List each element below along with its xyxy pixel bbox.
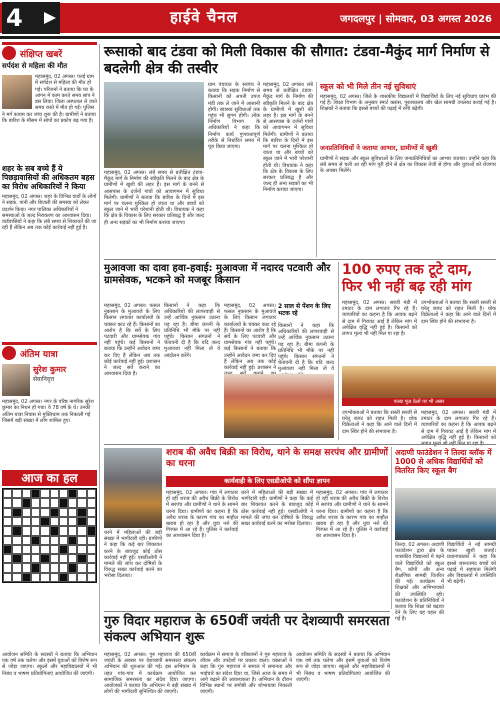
crossword-cell [22,545,31,554]
crossword-cell [68,536,77,545]
crossword-cell [59,498,68,507]
crossword-cell [12,573,21,582]
crossword-cell [31,545,40,554]
crossword-cell [3,526,12,535]
page-number-badge [2,2,60,34]
bottom-body-col1: महासमुंद, 02 अगस्त। गुरु महाराज की 650वीं जयंती के अवसर पर देशव्यापी समरसता संकल्प अभियान की शुरुआत की गई। इस अभियान के तहत गांव-गांव में कार्यक्रम आयोजित कर सामाजिक समरसता का संदेश दिया जाएगा। आयोजकों ने बताया कि अभियान में बड़ी संख्या में लोगों की भागीदारी सुनिश्चित की जाएगी। [104,652,196,696]
protest-body-col1: महासमुंद, 02 अगस्त। गांव में लगातार हो रही शराब की अवैध बिक्री के विरोध में सरपंच और ग्रामीणों ने थाने के सामने धरना दिया। ग्रामीणों का कहना है कि अवैध शराब के कारण गांव का माहौल खराब हो रहा है और युवा नशे की गिरफ्त में आ रहे हैं। पुलिस ने कार्रवाई का आश्वासन दिया है। [166,490,238,540]
crossword-grid [2,488,97,583]
kits-headline: अदाणी फाउंडेशन ने तिल्दा ब्लॉक में 1000 से अधिक विद्यार्थियों को वितरित किए स्कूल बैग [395,448,492,476]
crossword-cell [68,563,77,572]
brand-title: हाईवे चैनल [170,8,238,26]
compensation-body-col4: किसानों ने कहा कि अधिकारियों की लापरवाही से उन्हें आर्थिक नुकसान उठाना पड़ रहा है। बीमा कंपनी के प्रतिनिधि भी मौके पर नहीं पहुंचे। किसान संगठनों ने चेतावनी दी है कि यदि जल्द मुआवजा नहीं मिला तो वे [278,323,334,373]
kits-photo [395,488,496,540]
compensation-body-col3: महासमुंद, 02 अगस्त। फसल नुकसान के मुआवजे के लिए किसान लगातार कार्यालयों के चक्कर काट रहे हैं। किसानों का आरोप है कि सर्वे के लिए पटवारी और ग्रामसेवक गांव नहीं पहुंचे। कई किसानों ने बताया कि उन्होंने आवेदन जमा कर दिए हैं लेकिन अब तक कोई कार्रवाई नहीं हुई। प्रशासन ने [224,303,276,372]
protest-body-col2: धरने में महिलाओं की बड़ी संख्या में भागीदारी रही। ग्रामीणों ने कहा कि कई बार शिकायत करने के बावजूद कोई ठोस कार्रवाई नहीं हुई। एसडीओपी ने मामले की जांच कर दोषियों के विरुद्ध सख्त कार्रवाई करने का भरोसा दिलाया। [241,490,313,528]
crossword-cell [87,508,96,517]
crossword-cell [77,545,86,554]
crossword-cell [59,517,68,526]
crossword-cell [68,554,77,563]
bottom-headline: गुरु विदार महाराज के 650वीं जयंती पर देशव्यापी समरसता संकल्प अभियान शुरू [104,614,390,645]
tribute-name: सुरेश कुमार [33,365,67,374]
crossword-cell [40,489,49,498]
compensation-subheadline: 2 साल से पेंशन के लिए भटक रहे [278,303,331,317]
brief-news-subtitle: सर्पदंश से महिला की मौत [2,62,68,70]
crossword-cell [3,508,12,517]
crossword-cell [3,536,12,545]
section-rule-3 [104,611,390,612]
section-rule-2 [104,444,496,445]
crossword-cell [3,517,12,526]
crossword-cell [87,517,96,526]
crossword-cell [3,563,12,572]
brief-news-title: संक्षिप्त खबरें [20,49,63,60]
kits-body-col2: विद्यार्थियों ने नई सामग्री पाकर खुशी जताई। प्रधानपाठकों ने कहा कि इससे जरूरतमंद बच्चों को पढ़ाई में सहायता मिलेगी और विद्यालयों में उपस्थिति भी बढ़ेगी। [447,542,496,586]
lead-headline: रूसाको बाद टंडवा को मिली विकास की सौगात: टंडवा-मैकुंद मार्ग निर्माण से बदलेगी क्षेत्र की तस्वीर [104,44,490,77]
bullet-icon [2,46,16,60]
crossword-cell [31,554,40,563]
crossword-cell [22,526,31,535]
tribute-header [2,345,97,361]
crossword-cell [31,526,40,535]
crossword-cell [68,573,77,582]
section-rule-1 [104,259,496,260]
crossword-cell [77,489,86,498]
crossword-cell [12,526,21,535]
crossword-cell [40,573,49,582]
compensation-photo [224,374,334,438]
tribute-photo [2,364,30,396]
crossword-cell [50,545,59,554]
sidebar-divider [99,44,100,644]
crossword-cell [59,573,68,582]
crossword-cell [50,489,59,498]
crossword-cell [12,489,21,498]
page-number: 4 [6,4,23,32]
left-sidebar [2,42,97,646]
crossword-cell [68,526,77,535]
brief-news-box [2,42,97,337]
crossword-cell [59,526,68,535]
arrow-icon [44,12,56,24]
crossword-cell [12,554,21,563]
crossword-cell [31,498,40,507]
compensation-headline: मुआवजा का दावा हवा-हवाई: मुआवजा में नदारद पटवारी और ग्रामसेवक, भटकने को मजबूर किसान [104,263,331,286]
brief-news-headline-2: शहर के सब बच्चे हैं ये पिछड़ावासियों की अधिकतम बहस का विरोध अधिकारियों ने किया [2,164,95,191]
crossword-cell [3,573,12,582]
tomato-photo-caption: फास्ट फूड ठेलों पर भी असर [342,398,496,406]
tomato-body-col3: उपभोक्ताओं ने बताया कि सस्ती सब्जी से घरेलू बजट को राहत मिली है। थोक विक्रेताओं ने कहा कि आने वाले दिनों में दाम स्थिर होने की संभावना है। [342,410,417,435]
crossword-cell [3,554,12,563]
crossword-cell [12,508,21,517]
protest-body-col3: महासमुंद, 02 अगस्त। गांव में लगातार हो रही शराब की अवैध बिक्री के विरोध में सरपंच और ग्रामीणों ने थाने के सामने धरना दिया। ग्रामीणों का कहना है कि अवैध शराब के कारण गांव का माहौल खराब हो रहा है और युवा नशे की गिरफ्त में आ रहे हैं। पुलिस ने कार्रवाई का आश्वासन दिया है। [316,490,388,540]
crossword-cell [59,489,68,498]
tomato-headline: 100 रुपए तक टूटे दाम, फिर भी नहीं बढ़ रही मांग [342,262,473,295]
tomato-body-col1: महासमुंद, 02 अगस्त। सब्जी मंडी में टमाटर के दाम लगातार गिर रहे हैं। व्यापारियों का कहना है कि आवक बढ़ने से दाम में गिरावट आई है लेकिन मांग में अपेक्षित वृद्धि नहीं हुई है। किसानों को लागत मूल्य भी नहीं मिल पा रहा है। [342,300,417,338]
crossword-cell [77,536,86,545]
crossword-cell [87,498,96,507]
crossword-cell [31,489,40,498]
bottom-body-col0: आयोजन समिति के सदस्यों ने बताया कि अभियान एक वर्ष तक चलेगा और इसमें युवाओं को विशेष रूप से जोड़ा जाएगा। स्कूलों और महाविद्यालयों में भी निबंध व भाषण प्रतियोगिताएं आयोजित की जाएंगी। [2,652,97,677]
crossword-cell [68,498,77,507]
crossword-cell [68,508,77,517]
crossword-cell [59,545,68,554]
second-divider [338,262,339,440]
crossword-cell [40,517,49,526]
crossword-cell [50,563,59,572]
crossword-cell [77,517,86,526]
crossword-cell [12,517,21,526]
brief-news-text: महासमुंद, 02 अगस्त। पतई ग्राम में सर्पदंश से महिला की मौत हो गई। परिजनों ने बताया कि घर के आंगन में काम करते समय सांप ने डस लिया। जिला अस्पताल ले जाते समय रास्ते में मौत हो गई। पुलिस ने मर्ग कायम कर जांच शुरू की है। ग्रामीणों ने बताया कि बारिश के मौसम में सांपों का प्रकोप बढ़ गया है। [2,74,97,125]
crossword-cell [50,573,59,582]
crossword-cell [40,536,49,545]
tribute-profile [2,364,97,396]
crossword-cell [50,508,59,517]
puzzle-title: आज का हल [2,470,97,486]
crossword-cell [87,573,96,582]
crossword-cell [87,489,96,498]
crossword-cell [87,563,96,572]
crossword-cell [68,545,77,554]
crossword-cell [31,563,40,572]
crossword-cell [50,536,59,545]
bullet-icon [2,346,16,360]
crossword-cell [22,498,31,507]
compensation-body-col1: महासमुंद, 02 अगस्त। फसल नुकसान के मुआवजे के लिए किसान लगातार कार्यालयों के चक्कर काट रहे हैं। किसानों का आरोप है कि सर्वे के लिए पटवारी और ग्रामसेवक गांव नहीं पहुंचे। कई किसानों ने बताया कि उन्होंने आवेदन जमा कर दिए हैं लेकिन अब तक कोई कार्रवाई नहीं हुई। प्रशासन ने जल्द सर्वे कराने का आश्वासन दिया है। [104,303,160,378]
crossword-cell [12,545,21,554]
crossword-cell [59,563,68,572]
crossword-cell [87,554,96,563]
protest-headline: शराब की अवैध बिक्री का विरोध, थाने के समक्ष सरपंच और ग्रामीणों का धरना [166,448,388,469]
dateline: जगदलपुर | सोमवार, 03 अगस्त 2026 [340,14,492,25]
crossword-cell [40,554,49,563]
puzzle-box [2,470,97,588]
crossword-cell [87,526,96,535]
crossword-cell [22,508,31,517]
schools-headline: स्कूल को भी मिले तीन नई सुविधाएं [320,82,416,91]
lead-divider [316,82,317,257]
crossword-cell [59,508,68,517]
crossword-cell [77,498,86,507]
crossword-cell [40,508,49,517]
tribute-box [2,342,97,460]
bottom-body-col3: आयोजन समिति के सदस्यों ने बताया कि अभियान एक वर्ष तक चलेगा और इसमें युवाओं को विशेष रूप से जोड़ा जाएगा। स्कूलों और महाविद्यालयों में भी निबंध व भाषण प्रतियोगिताएं आयोजित की जाएंगी। [296,652,390,683]
crossword-cell [3,545,12,554]
crossword-cell [22,573,31,582]
crossword-cell [12,498,21,507]
crossword-cell [50,517,59,526]
crossword-cell [77,563,86,572]
tomato-body-col4: महासमुंद, 02 अगस्त। सब्जी मंडी में टमाटर के दाम लगातार गिर रहे हैं। व्यापारियों का कहना है कि आवक बढ़ने से दाम में गिरावट आई है लेकिन मांग में अपेक्षित वृद्धि नहीं हुई है। किसानों को [421,410,496,441]
protest-body-col0: धरने में महिलाओं की बड़ी संख्या में भागीदारी रही। ग्रामीणों ने कहा कि कई बार शिकायत करने के बावजूद कोई ठोस कार्रवाई नहीं हुई। एसडीओपी ने मामले की जांच कर दोषियों के विरुद्ध सख्त कार्रवाई करने का भरोसा दिलाया। [104,530,162,580]
crossword-cell [40,563,49,572]
crossword-cell [87,545,96,554]
bottom-body-col2: कार्यक्रम में समाज के वरिष्ठजनों ने गुरु महाराज के जीवन और उपदेशों पर प्रकाश डाला। वक्ताओं ने कहा कि गुरु महाराज ने समाज में समानता और भाईचारे का संदेश दिया था, जिसे आज के समय में आगे बढ़ाने की आवश्यकता है। अभियान के दौरान विभिन्न स्थानों पर संगोष्ठी और शोभायात्रा निकाली जाएगी। [200,652,292,696]
compensation-body-col2: किसानों ने कहा कि अधिकारियों की लापरवाही से उन्हें आर्थिक नुकसान उठाना पड़ रहा है। बीमा कंपनी के प्रतिनिधि भी मौके पर नहीं पहुंचे। किसान संगठनों ने चेतावनी दी है कि यदि जल्द मुआवजा नहीं मिला तो वे आंदोलन करेंगे। [164,303,220,359]
protest-photo [104,448,162,528]
crossword-cell [22,517,31,526]
crossword-cell [50,554,59,563]
masthead-rule [0,36,500,39]
protest-band: कार्यवाही के लिए एसडीओपी को सौंपा ज्ञापन [166,476,388,487]
tribute-role: सेवानिवृत्त [33,376,55,383]
crossword-cell [77,526,86,535]
brief-news-body [2,74,97,160]
crossword-cell [12,536,21,545]
crossword-cell [68,489,77,498]
lead-body-col3: महासमुंद, 02 अगस्त। लंबे समय से प्रतीक्षित टंडवा-मैकुंद मार्ग के निर्माण की स्वीकृति मिलने के बाद क्षेत्र के ग्रामीणों में खुशी की लहर है। इस मार्ग के बनने से आसपास के दर्जनों गांवों को आवागमन में सुविधा मिलेगी। ग्रामीणों ने बताया कि बारिश के दिनों में इस मार्ग पर चलना मुश्किल हो जाता था और बच्चों को स्कूल जाने में भारी परेशानी होती थी। विधायक ने कहा कि क्षेत्र के विकास के लिए सरकार प्रतिबद्ध है और जल्द ही अन्य सड़कों का भी निर्माण कराया जाएगा। [263,82,313,194]
crossword-cell [77,554,86,563]
schools-body: महासमुंद, 02 अगस्त। जिले के शासकीय विद्यालयों में विद्यार्थियों के लिए नई सुविधाएं प्रारंभ की गई हैं। शिक्षा विभाग के अनुसार स्मार्ट क्लास, पुस्तकालय और खेल सामग्री उपलब्ध कराई गई है। शिक्षकों ने बताया कि इससे बच्चों की पढ़ाई में रुचि बढ़ेगी। [320,94,496,113]
crossword-cell [22,489,31,498]
kits-body-col1: तिल्दा, 02 अगस्त। अदाणी फाउंडेशन द्वारा क्षेत्र के शासकीय विद्यालयों में पढ़ने वाले विद्यार्थियों को स्कूल बैग, कॉपी और अन्य शैक्षणिक सामग्री वितरित की गई। कार्यक्रम में शिक्षकों और अभिभावकों की उपस्थिति रही। फाउंडेशन के प्रतिनिधियों ने बताया कि शिक्षा को बढ़ावा देने के लिए यह पहल की गई है। [395,542,444,623]
masthead [0,0,500,42]
crossword-cell [77,573,86,582]
brief-news-photo [2,75,32,109]
schools-subheadline: जनप्रतिनिधियों ने जताया आभार, ग्रामीणों में खुशी [320,144,438,152]
crossword-cell [87,536,96,545]
crossword-cell [31,573,40,582]
crossword-cell [12,563,21,572]
crossword-cell [40,526,49,535]
tomato-body-col2: उपभोक्ताओं ने बताया कि सस्ती सब्जी से घरेलू बजट को राहत मिली है। थोक विक्रेताओं ने कहा कि आने वाले दिनों में दाम स्थिर होने की संभावना है। [421,300,496,325]
brief-news-header [2,45,97,61]
crossword-cell [3,498,12,507]
brief-news-body-2: महासमुंद, 02 अगस्त। शहर के विभिन्न वार्डों के लोगों ने सड़क, पानी और बिजली की समस्या को लेकर प्रदर्शन किया। नगर पालिका अधिकारियों ने समस्याओं के जल्द निराकरण का आश्वासन दिया। वार्डवासियों ने कहा कि लंबे समय से शिकायतें की जा रही हैं लेकिन अब तक कोई कार्रवाई नहीं हुई है। [2,194,97,232]
crossword-cell [22,536,31,545]
crossword-cell [40,498,49,507]
crossword-cell [59,536,68,545]
lead-body-col2: ग्राम पंचायत के सरपंच ने बताया कि सड़क निर्माण से किसानों को अपनी उपज मंडी तक ले जाने में आसानी होगी। स्वास्थ्य सुविधाओं तक पहुंच भी सुगम होगी। लोक निर्माण विभाग के अधिकारियों ने कहा कि निर्माण कार्य गुणवत्तापूर्ण तरीके से निर्धारित समय में पूरा किया जाएगा। [208,82,260,151]
protest-divider [391,447,392,609]
crossword-cell [22,554,31,563]
lead-photo-road [104,82,204,168]
crossword-cell [40,545,49,554]
crossword-cell [31,517,40,526]
lead-body-col1: महासमुंद, 02 अगस्त। लंबे समय से प्रतीक्षित टंडवा-मैकुंद मार्ग के निर्माण की स्वीकृति मिलने के बाद क्षेत्र के ग्रामीणों में खुशी की लहर है। इस मार्ग के बनने से आसपास के दर्जनों गांवों को आवागमन में सुविधा मिलेगी। ग्रामीणों ने बताया कि बारिश के दिनों में इस मार्ग पर चलना मुश्किल हो जाता था और बच्चों को स्कूल जाने में भारी परेशानी होती थी। विधायक ने कहा कि क्षेत्र के विकास के लिए सरकार प्रतिबद्ध है और जल्द ही अन्य सड़कों का भी निर्माण कराया जाएगा। [104,170,204,226]
schools-body-2: ग्रामीणों ने सड़क और स्कूल सुविधाओं के लिए जनप्रतिनिधियों का आभार जताया। उन्होंने कहा कि लंबे समय से चली आ रही मांग पूरी होने से क्षेत्र का विकास तेजी से होगा और युवाओं को रोजगार के अवसर मिलेंगे। [320,156,496,175]
crossword-cell [3,489,12,498]
crossword-cell [77,508,86,517]
crossword-cell [31,508,40,517]
crossword-cell [31,536,40,545]
crossword-cell [68,517,77,526]
crossword-cell [50,526,59,535]
crossword-cell [59,554,68,563]
tribute-title: अंतिम यात्रा [20,349,58,360]
crossword-cell [50,498,59,507]
crossword-cell [22,563,31,572]
tribute-body: महासमुंद, 02 अगस्त। नगर के वरिष्ठ नागरिक सुरेश कुमार का निधन हो गया। वे 78 वर्ष के थे। उनकी अंतिम यात्रा निवास से मुक्तिधाम तक निकाली गई जिसमें बड़ी संख्या में लोग शामिल हुए। [2,399,94,424]
